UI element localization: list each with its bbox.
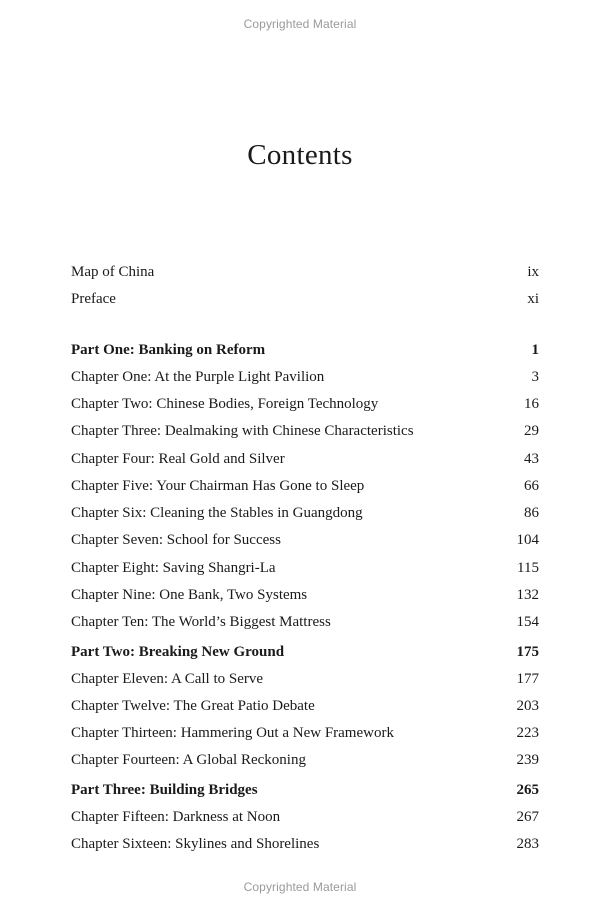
toc-chapter-entry[interactable] (71, 423, 539, 445)
toc-chapter-page: 267 (516, 809, 539, 825)
toc-chapter-entry[interactable] (71, 587, 539, 609)
toc-entry-front[interactable] (71, 264, 539, 286)
toc-chapter-title: Chapter Seven: School for Success (71, 532, 281, 548)
toc-chapter-entry[interactable] (71, 725, 539, 747)
toc-part-page: 1 (531, 342, 539, 358)
toc-chapter-title: Chapter Eight: Saving Shangri-La (71, 560, 276, 576)
toc-chapter-title: Chapter Four: Real Gold and Silver (71, 451, 285, 467)
toc-chapter-page: 154 (516, 614, 539, 630)
toc-part-page: 175 (516, 644, 539, 660)
copyright-watermark-bottom: Copyrighted Material (243, 880, 357, 894)
toc-chapter-page: 3 (531, 369, 539, 385)
toc-chapter-title: Chapter One: At the Purple Light Pavilion (71, 369, 325, 385)
toc-part-title: Part Three: Building Bridges (71, 782, 258, 798)
toc-chapter-title: Chapter Five: Your Chairman Has Gone to Sleep (71, 478, 365, 494)
toc-chapter-title: Chapter Three: Dealmaking with Chinese Characteristics (71, 423, 414, 439)
toc-chapter-page: 132 (516, 587, 539, 603)
toc-chapter-entry[interactable] (71, 614, 539, 636)
toc-chapter-title: Chapter Thirteen: Hammering Out a New Framework (71, 725, 394, 741)
toc-chapter-title: Chapter Sixteen: Skylines and Shorelines (71, 836, 320, 852)
toc-entry-page: xi (527, 291, 539, 307)
page-title: Contents (247, 139, 353, 171)
toc-part-title: Part One: Banking on Reform (71, 342, 266, 358)
toc-chapter-page: 43 (524, 451, 539, 467)
toc-chapter-title: Chapter Six: Cleaning the Stables in Guangdong (71, 505, 363, 521)
toc-entry-front[interactable] (71, 291, 539, 313)
toc-part-page: 265 (516, 782, 539, 798)
toc-part-heading[interactable] (71, 782, 539, 804)
toc-chapter-page: 29 (524, 423, 539, 439)
toc-entry-title: Preface (71, 291, 116, 307)
toc-entry-title: Map of China (71, 264, 155, 280)
toc-chapter-entry[interactable] (71, 532, 539, 554)
toc-chapter-title: Chapter Two: Chinese Bodies, Foreign Technology (71, 396, 379, 412)
toc-chapter-page: 239 (516, 752, 539, 768)
toc-chapter-title: Chapter Ten: The World’s Biggest Mattress (71, 614, 331, 630)
toc-chapter-entry[interactable] (71, 451, 539, 473)
toc-chapter-entry[interactable] (71, 752, 539, 774)
toc-chapter-page: 86 (524, 505, 539, 521)
copyright-watermark-top: Copyrighted Material (243, 17, 357, 31)
toc-chapter-page: 104 (516, 532, 539, 548)
toc-chapter-page: 203 (516, 698, 539, 714)
toc-chapter-title: Chapter Eleven: A Call to Serve (71, 671, 264, 687)
toc-part-heading[interactable] (71, 342, 539, 364)
toc-part-title: Part Two: Breaking New Ground (71, 644, 285, 660)
toc-chapter-page: 283 (516, 836, 539, 852)
toc-chapter-page: 115 (517, 560, 539, 576)
toc-entry-page: ix (527, 264, 539, 280)
toc-chapter-entry[interactable] (71, 836, 539, 858)
toc-chapter-entry[interactable] (71, 671, 539, 693)
toc-chapter-title: Chapter Fourteen: A Global Reckoning (71, 752, 306, 768)
toc-chapter-page: 16 (524, 396, 539, 412)
toc-chapter-entry[interactable] (71, 396, 539, 418)
toc-chapter-entry[interactable] (71, 505, 539, 527)
toc-chapter-title: Chapter Twelve: The Great Patio Debate (71, 698, 315, 714)
toc-chapter-page: 223 (516, 725, 539, 741)
toc-chapter-entry[interactable] (71, 698, 539, 720)
toc-chapter-title: Chapter Nine: One Bank, Two Systems (71, 587, 308, 603)
toc-chapter-page: 177 (516, 671, 539, 687)
toc-part-heading[interactable] (71, 644, 539, 666)
toc-chapter-entry[interactable] (71, 809, 539, 831)
toc-chapter-entry[interactable] (71, 560, 539, 582)
toc-chapter-entry[interactable] (71, 478, 539, 500)
toc-chapter-entry[interactable] (71, 369, 539, 391)
toc-chapter-title: Chapter Fifteen: Darkness at Noon (71, 809, 281, 825)
toc-chapter-page: 66 (524, 478, 539, 494)
